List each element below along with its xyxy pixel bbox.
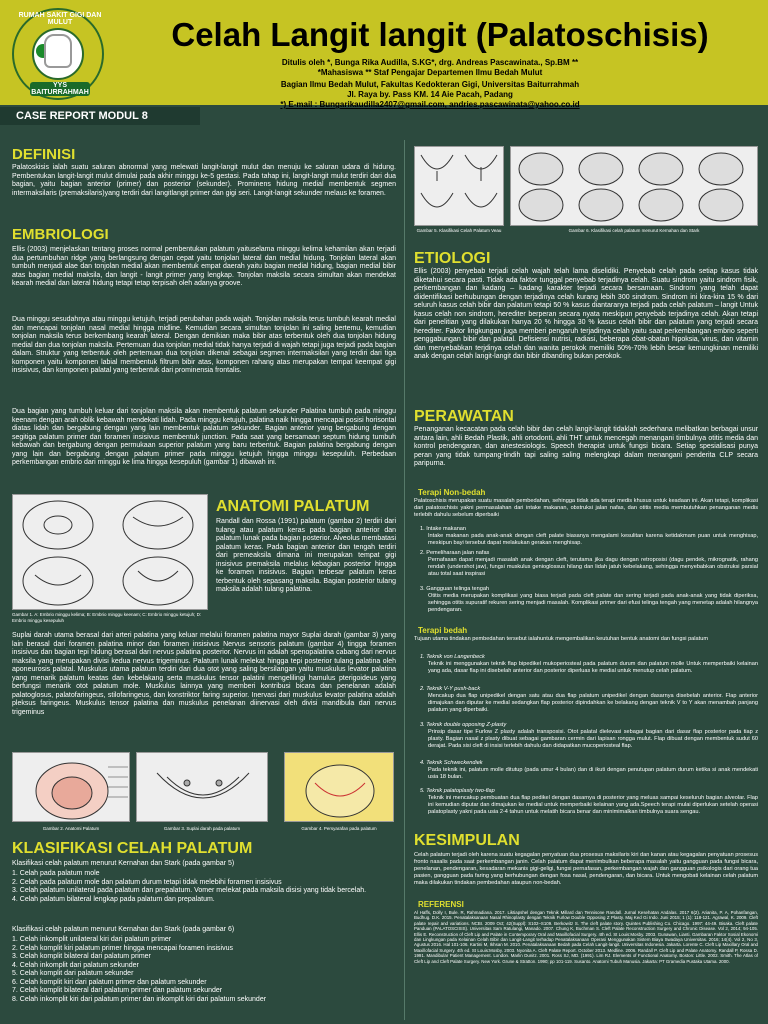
b3-title: 3. Teknik double opposing Z-plasty: [420, 722, 507, 728]
column-divider: [404, 140, 405, 1020]
nb1-title: 1. Intake makanan: [420, 526, 467, 532]
list-item: 1. Celah inkomplit unilateral kiri dari palatum primer: [12, 936, 172, 943]
authors-line: Ditulis oleh *, Bunga Rika Audilla, S.KG*, drg. Andreas Pascawinata., Sp.BM **: [281, 58, 579, 67]
list-item: 4. Celah inkomplit dari palatum sekunder: [12, 961, 139, 969]
list-item: 3. Celah komplit bilateral dari palatum primer: [12, 953, 151, 960]
fig6-caption: Gambar 6. Klasifikasi celah palatum menurut Kernahan dan Stark: [568, 228, 700, 233]
fig4-caption: Gambar 4. Persyarafan pada palatum: [301, 826, 377, 831]
fig3-caption: Gambar 3. Suplai darah pada palatum: [163, 826, 241, 831]
embryo-drawing: [13, 495, 209, 611]
b1-text: Teknik ini menggunakan teknik flap bipedikel mukoperiosteal pada palatum durum dan palatum molle Untuk memperbaiki kelainan yang ada, dasar flap ini disebelah anterior dan posterior diperluas ke medial untuk menutup celah palatum.: [428, 661, 758, 674]
veau-classification-figure: [414, 146, 504, 226]
nonbedah-intro: Palatoschisis merupakan suatu masalah pembedahan, sehingga tidak ada terapi medis khusus untuk keadaan ini. Akan tetapi, komplikasi dari palatoschisis yakni permasalahan dari intake makanan, obstruksi jalan nafas, dan otitis media membutuhkan penanganan medis terlebih dahulu sebelum diperbaiki: [414, 498, 758, 518]
bedah-intro: Tujuan utama tindakan pembedahan tersebut ialahuntuk mengembalikan keutuhan bentuk anatomi dan fungsi palatum: [414, 636, 708, 642]
klasifikasi-intro2: Klasifikasi celah palatum menurut Kernahan dan Stark (pada gambar 6): [12, 926, 235, 933]
definisi-heading: DEFINISI: [12, 146, 76, 163]
palate-anatomy-drawing: [13, 753, 131, 823]
bedah-heading: Terapi bedah: [418, 626, 468, 635]
nb2-title: 2. Pemeliharaan jalan nafas: [420, 550, 490, 556]
list-item: 6. Celah komplit kiri dari palatum primer dan palatum sekunder: [12, 978, 207, 986]
affiliation-note: *Mahasiswa ** Staf Pengajar Departemen Ilmu Bedah Mulut: [317, 68, 543, 77]
references-heading: REFERENSI: [418, 900, 464, 909]
institution: [230, 80, 630, 110]
fig1-caption: Gambar 1. A: Embrio minggu kelima; B: Embrio minggu keenam; C: Embrio minggu ketujuh; D: Embrio minggu kesepuluh: [12, 612, 202, 623]
poster-header: [0, 0, 768, 109]
nb3-title: 3. Gangguan telinga tengah: [420, 586, 490, 592]
list-item: 1. Celah pada palatum mole: [12, 870, 100, 877]
list-item: 4. Celah palatum bilateral lengkap pada palatum dan prepalatum.: [12, 895, 215, 903]
nerve-supply-drawing: [285, 753, 395, 823]
b3-text: Prinsip dasar tipe Furlow Z plasty adalah transposisi. Otot palatal dielevasi sebagai bagian dari dasar flap posterior pada tiap z plasty. Bagian nasal z plasty dibuat sebagai gambaran cermin dari lapisan rongga mulut. Flap dibuat dengan membentuk sudut 60 derajat. Pada sisi cleft di insisi terlebih dahulu dan didapatkan mucoperiosteal flap.: [428, 729, 758, 749]
institution-line: Bagian Ilmu Bedah Mulut, Fakultas Kedokteran Gigi, Universitas Baiturrahmah: [280, 80, 580, 89]
list-item: 3. Celah palatum unilateral pada palatum dan prepalatum. Vomer melekat pada maksila disisi yang tidak bercelah.: [12, 887, 367, 894]
klasifikasi-list1: [12, 870, 396, 904]
nb3-text: Otitis media merupakan komplikasi yang biasa terjadi pada cleft palate dan sering terjadi pada anak-anak yang tidak diperiksa, sehingga otitis supuratif rekuren sering menjadi masalah. Komplikasi primer dari efusi telinga tengah yang menetap adalah hilangnya pendengaran.: [428, 593, 758, 613]
klasifikasi-intro1: Klasifikasi celah palatum menurut Kernahan dan Stark (pada gambar 5): [12, 860, 235, 867]
etiologi-text: Ellis (2003) penyebab terjadi celah wajah telah lama diselidiki. Penyebab celah pada setiap kasus tidak diketahui secara pasti. Tidak ada faktor tunggal penyebab terjadinya celah. Suatu sindrom yaitu sindrom fisik, perkembangan dan kadang – kadang karakter terjadi secara bersamaan. Sindrom yang telah dapat diidentifikasi berhubungan dengan terjadinya celah kurang lebih 300 sindrom. Sindrom ini kira-kira 15 % dari seluruh kasus celah bibir dan palatum tetapi 50 % kasus diantaranya terjadi pada celah palatum – langit Untuk kasus celah non sindrom, herediter berperan secara nyata meskipun penyebab terjadinya celah. Akan tetapi dari penelitian yang dilakukan hanya 20 % hingga 30 % kasus celah bibir dan palatum yang terjadi secara herediter. Faktor lingkungan juga memberi pengaruh terjadinya celah yaitu saat perkembangan embrio seperti penggabungan bibir dan palatal. Defisiensi nutrisi, radiasi, beberapa obat-obatan hipoksia, virus, dan vitamin dan menyebabkan terjdinya celah dan wanita perokok memiliki 50%-70% lebih besar kemungkinan memiliki anak dengan celah langit-langit dan bibir dibanding bukan perokok.: [414, 268, 758, 360]
list-item: 2. Celah pada palatum mole dan palatum durum tetapi tidak melebihi foramen insisivus: [12, 878, 282, 886]
klasifikasi-list2: [12, 936, 396, 1004]
authors: [230, 58, 630, 78]
list-item: 5. Celah komplit dari palatum sekunder: [12, 970, 134, 977]
nb2-text: Pernafasan dapat menjadi masalah anak dengan cleft, terutama jika dagu dengan retroposisi (dagu pendek, mikrognatik, rahang rendah (undershot jaw), fungsi muskulus genioglossus hilang dan lidah jatuh kebelakang, sehingga menyebabkan obstruksi parsial atau total saat inspirasi: [428, 557, 758, 577]
nb1-text: Intake makanan pada anak-anak dengan cleft palate biasanya mengalami kesulitan karena ketidakmam puan untuk menghisap, meskipun bayi tersebut dapat melakukan gerakan menghisap.: [428, 533, 758, 546]
list-item: 2. Celah komplit kiri palatum primer hingga mencapai foramen insisivus: [12, 944, 233, 952]
hospital-logo: [12, 8, 104, 100]
poster-title: Celah Langit langit (Palatoschisis): [171, 16, 709, 53]
kernahan-stark-drawing: [511, 147, 759, 227]
etiologi-heading: ETIOLOGI: [414, 250, 491, 267]
embriologi-heading: EMBRIOLOGI: [12, 226, 109, 243]
case-report-label: CASE REPORT MODUL 8: [0, 107, 200, 125]
embriologi-p2: Dua minggu sesudahnya atau minggu ketujuh, terjadi perubahan pada wajah. Tonjolan maksila terus tumbuh kearah medial dan mencapai tonjolan nasal medial hingga midline. Kemudian secara simultan tonjolan ini saling bertemu, kemudian tonjolan maksila terus berkembang kearah lateral. Dengan demikian maka bibir atas terbentuk oleh dua tonjolan hidung medial dan dua tonjolan maksila. Pertemuan dua tonjolan medial tidak hanya terjadi di wajah tetapi juga terjadi pada bagian dalam. Struktur yang terbentuk oleh pertemuan dua tonjolan dikenal sebagai segmen intermaksilari yang terdiri dari tiga komponen yaitu komponen labial membentuk filtrum bibir atas, komponen rahang atas merupakan tempat keempat gigi insisivus, dan komponen palatal yang terbentuk dari prominensia frontalis.: [12, 316, 396, 374]
kernahan-stark-figure: [510, 146, 758, 226]
blood-supply-drawing: [137, 753, 269, 823]
anatomi-p2: Suplai darah utama berasal dari arteri palatina yang keluar melalui foramen palatina mayor Suplai darah (gambar 3) yang lain berasal dari foramen palatina minor dan foramen insisivus Nervus sensoris palatum (gambar 4) tingga foramen insisivus dan bagian tepi hidung berasal dari nervus palatina posterior. Nervus ini adalah spenopalatina cabang dari nervus maksila yang merupakan divisi kedua nervus trigeminus. Palatum lunak melekat hingga tepi posterior tulang palatina oleh aponeurosis palatal. Muskulus utama palatum terdiri dari dua otot yang saling bersilangan yaitu muskulus levator palatina yang menarik palatum keatas dan kebelakang serta muskulus tensor palatini mengelilingi hamulus pterigoideus yang berfungsi menarik otot palatum mole. Muskulus lainnya yang memberi kontribusi bicara dan penelanan adalah palatoglosus, palatofaringeus, stilofaringeus, dan konstriktor faring superior. Inervasi dari muskulus levator palatina adalah pleksus faringeus. Muskulus tensor palatina dan muskulus penelanan diinervasi oleh divisi mandibula dari nervus trigeminus: [12, 632, 396, 716]
b5-text: Teknik ini mencakup pembuatan dua flap pedikel dengan dasarnya di posterior yang meluas sampai keseluruh bagian alveolar. Flap ini kemudian diputar dan dimajukan ke medial untuk memperbaiki kelainan yang ada.Speech terapi mulai diperlukan setelah operasi palatoplasty yakni pada usia 2-4 tahun untuk melatih bicara benar dan minimimalkan timbulnya suara sengau.: [428, 795, 758, 815]
b4-title: 4. Teknik Schweckendiek: [420, 760, 483, 766]
perawatan-heading: PERAWATAN: [414, 408, 514, 425]
logo-top-text: RUMAH SAKIT GIGI DAN MULUT: [18, 12, 102, 26]
logo-bottom-text: YYS BAITURRAHMAH: [31, 82, 89, 96]
b1-title: 1. Teknik von Langenbeck: [420, 654, 485, 660]
b2-title: 2. Teknik V-Y push-back: [420, 686, 481, 692]
veau-drawing: [415, 147, 505, 227]
klasifikasi-heading: KLASIFIKASI CELAH PALATUM: [12, 840, 253, 857]
list-item: 7. Celah komplit bilateral dari palatum primer dan palatum sekunder: [12, 987, 223, 994]
embriologi-p1: Ellis (2003) menjelaskan tentang proses normal pembentukan palatum yaituselama minggu kelima kehamilan akan terjadi dua pertumbuhan ridge yang berlangsung dengan cepat yaitu tonjolan lateral dan medial hidung. Tonjolan lateral akan tumbuh menjadi alae dan tonjolan medial akan membentuk empat daerah yaitu bagian medial hidung, bagian medial bibir atas bagian medial maksila, dan langit - langit primer yang lengkap. Tonjolan maksila secara simultan akan mendekat kearah medial dan lateral hidung tetapi tetap terpisah oleh adanya groove.: [12, 246, 396, 287]
b5-title: 5. Teknik palatoplasty two-flap: [420, 788, 495, 794]
definisi-text: Palatoskisis ialah suatu saluran abnormal yang melewati langit-langit mulut dan menuju ke saluran udara di hidung. Pembentukan langit-langit mulut dimulai pada akhir minggu ke-5 gestasi. Pada tahap ini, langit-langit mulut terdiri dari dua bagian, yaitu bagian anterior (primer) dan posterior (sekunder). Prominens hidung medial membentuk segmen intermaksilaris (premaksilaris)yang terdiri dari langitlangit primer dan gigi seri. Langit-langit sekunder melaus ke foramen.: [12, 164, 396, 197]
nerve-supply-figure: [284, 752, 394, 822]
anatomi-heading: ANATOMI PALATUM: [216, 498, 370, 515]
kesimpulan-text: Celah palatum terjadi oleh karena suatu kegagalan penyatuan dua prosesus maksilaris kiri dan kanan atau kegagalan penyatuan prosesus fronto nasalis pada saat perkembangan janin. Celah palatum dapat menimbulkan beberapa masalah yaitu gangguan pada fungsi bicara, penelanan, pendengaran, kesadaran mekanis gigi-geligi, fungsi pernafasan, perkembangan wajah dan gangguan psikologis dari orang tua pasien, gangguan pada faring yang berhubungan dengan fosa nasal, pendengaran, dan bicara. Untuk mengobati kelainan celah palatum maka dilakukan tindakan pembedahan ataupun non-bedah.: [414, 852, 758, 886]
list-item: 8. Celah inkomplit kiri dari palatum primer dan inkomplit kiri dari palatum sekunder: [12, 995, 267, 1003]
embriologi-p3: Dua bagian yang tumbuh keluar dari tonjolan maksila akan membentuk palatum sekunder Palatina tumbuh pada minggu keenam dengan arah oblik kebawah mendekati lidah. Pada minggu ketujuh, palatina naik hingga mencapai posisi horisontal diatas lidah dan bergabung dengan yang lain membentuk palatum sekunder. Bagian anterior yang bergabung dengan segitiga palatum primer dan foramen insisivus membentuk junction. Pada saat yang bersamaan septum hidung tumbuh kebawah dan bergabung dengan permukaan superior palatum yang baru terbentuk. Bagian palatina bergabung dengan yang lain dan bergabung dengan palatum primer pada minggu ketujuh hingga minggu kesepuluh. Perbedaan perkembangan embrio dari minggu ke lima hingga kesepuluh (gambar 1) dibawah ini.: [12, 408, 396, 466]
kesimpulan-heading: KESIMPULAN: [414, 832, 520, 849]
fig2-caption: Gambar 2. Anatomi Palatum: [42, 826, 100, 831]
embryo-figure: [12, 494, 208, 610]
email-line[interactable]: *) E-mail : Bungarikaudilla2407@gmail.com, andries.pascawinata@yahoo.co.id: [280, 100, 580, 109]
address-line: Jl. Raya by. Pass KM. 14 Aie Pacah, Padang: [347, 90, 513, 99]
nonbedah-heading: Terapi Non-bedah: [418, 488, 486, 497]
blood-supply-figure: [136, 752, 268, 822]
tooth-icon: [44, 34, 72, 68]
perawatan-intro: Penanganan kecacatan pada celah bibir dan celah langit-langit tidaklah sederhana melibatkan berbagai unsur antara lain, ahli Bedah Plastik, ahli ortodonti, ahli THT untuk mencegah menangani timbulnya otitis media dan kontrol pendengaran, dan anestesiologis. Speech therapist untuk fungsi bicara. Setiap spesialisasi punya peran yang tidak tumpang-tindih tapi saling saling melengkapi dalam menangani penderita CLP secara paripurna.: [414, 426, 758, 467]
b2-text: Mencakup dua flap unipedikel dengan satu atau dua flap palatum unipedikel dengan dasarnya disebelah anterior. Flap anterior dimajukan dan diputar ke medial sedangkan flap posterior dipindahkan ke belakang dengan teknik V to Y akan menambah panjang palatum yang diperbaiki.: [428, 693, 758, 713]
fig5-caption: Gambar 5. Klasifikasi Celah Palatum Veau: [416, 228, 502, 233]
anatomi-p1: Randall dan Rossa (1991) palatum (gambar 2) terdiri dari tulang atau palatum keras pada bagian anterior dan palatum lunak pada bagian posterior. Alveolus membatasi palatum keras. Pada bagian anterior dan tengah terdiri dari premeaksila dimana ini merupakan tempat gigi insisivus premaksila melalus kebagian posterior hingga ke foramen insisivus. Bagian terbesar palatum keras terbentuk oleh sepasang maksila. Bagian posterior tulang maksila adalah tulang palatina.: [216, 518, 396, 593]
references-text: Al Haffs, Dolly I, Bule. R, Rahmadiana. 2017. Liktiapshel dengan Teknik Millard dan Tennisone Randall. Jurnal Kesehatan Andalas. 2017 6(2). Arianita, P. A, Pohanfangan, Budhug. D.K. 2015. Penatalaksanaan Nasal Rhinoplasty dengan Teknik Furlow Double Opposing Z Plasty. Maj Ked Gi Indo. Juni 2015; 1 (1): 118-121. Agrawal, K. 2009. Cleft palate repair and variations. NCBI. 2009 Oct; 42(Suppl): S102–S109. Berkowitz S. The cleft palate story. Quintes Publishing Co. Chicago. 1997: 44-49. Bisaka. Cleft palate Panduan (PALATOSCISIS). Universitas Sam Ratulangi, Manado. 2007. Chung K, Buchman S. Cleft Palate Reconstruction Surgery and Chronic Disease. Vol 2, 2014; 94-105. Ellis E. Reconstruction of Cleft Lip and Palate in Contemporary Oral and Maxillofacial Surgery. 4th ed. St Louis:Mosby. 2003. Gunawan, Lianti. Gambaran Faktor Sosial Ekonomi dan Lingkungan pada Kelainan Celah Bibir dan Langit-Langit terhadap Penatalaksanaan Operasi Menggunakan Sistem Biaya Swadaya Universitas. 2016; 14(4). Vol 2, No 3, Agustus 2016. Hal 101-106. Kartini M, Ikhsan M. 2010. Penatalaksanaan Bedah pada Celah Langit-langit. Universitas Indonesia. Jakarta. Lorente C. Cleft Lip Maxillary Oral and Maxillofacial Surgery. 4th ed. St Louis:Mosby. 2003. Nyonita A. Cleft Palate Report. October 2013. Medline. 2006. Randall P. Cleft Lip and Palate Anatomy. Randall P, Rossa D. 1991. Mandibular Patient Management. London. Marlin Dunitz. 2001. Ross SJ, MD. (1991). Lim RJ. Elements of Functional Anatomy. Boston: Little. 2002. Smith. The Atlas of Cleft Lip and Cleft Palate Surgery. New York. Grune & Stratton. 1990; pp 101-119. Susanto. Anatomi Tubuh Manusia. Jakarta: PT Gramedia Pustaka Utama. 2000.: [414, 910, 758, 964]
palate-anatomy-figure: [12, 752, 130, 822]
b4-text: Pada teknik ini, palatum molle ditutup (pada umur 4 bulan) dan di ikuti dengan penutupan palatum durum ketika si anak mendekati usia 18 bulan.: [428, 767, 758, 780]
